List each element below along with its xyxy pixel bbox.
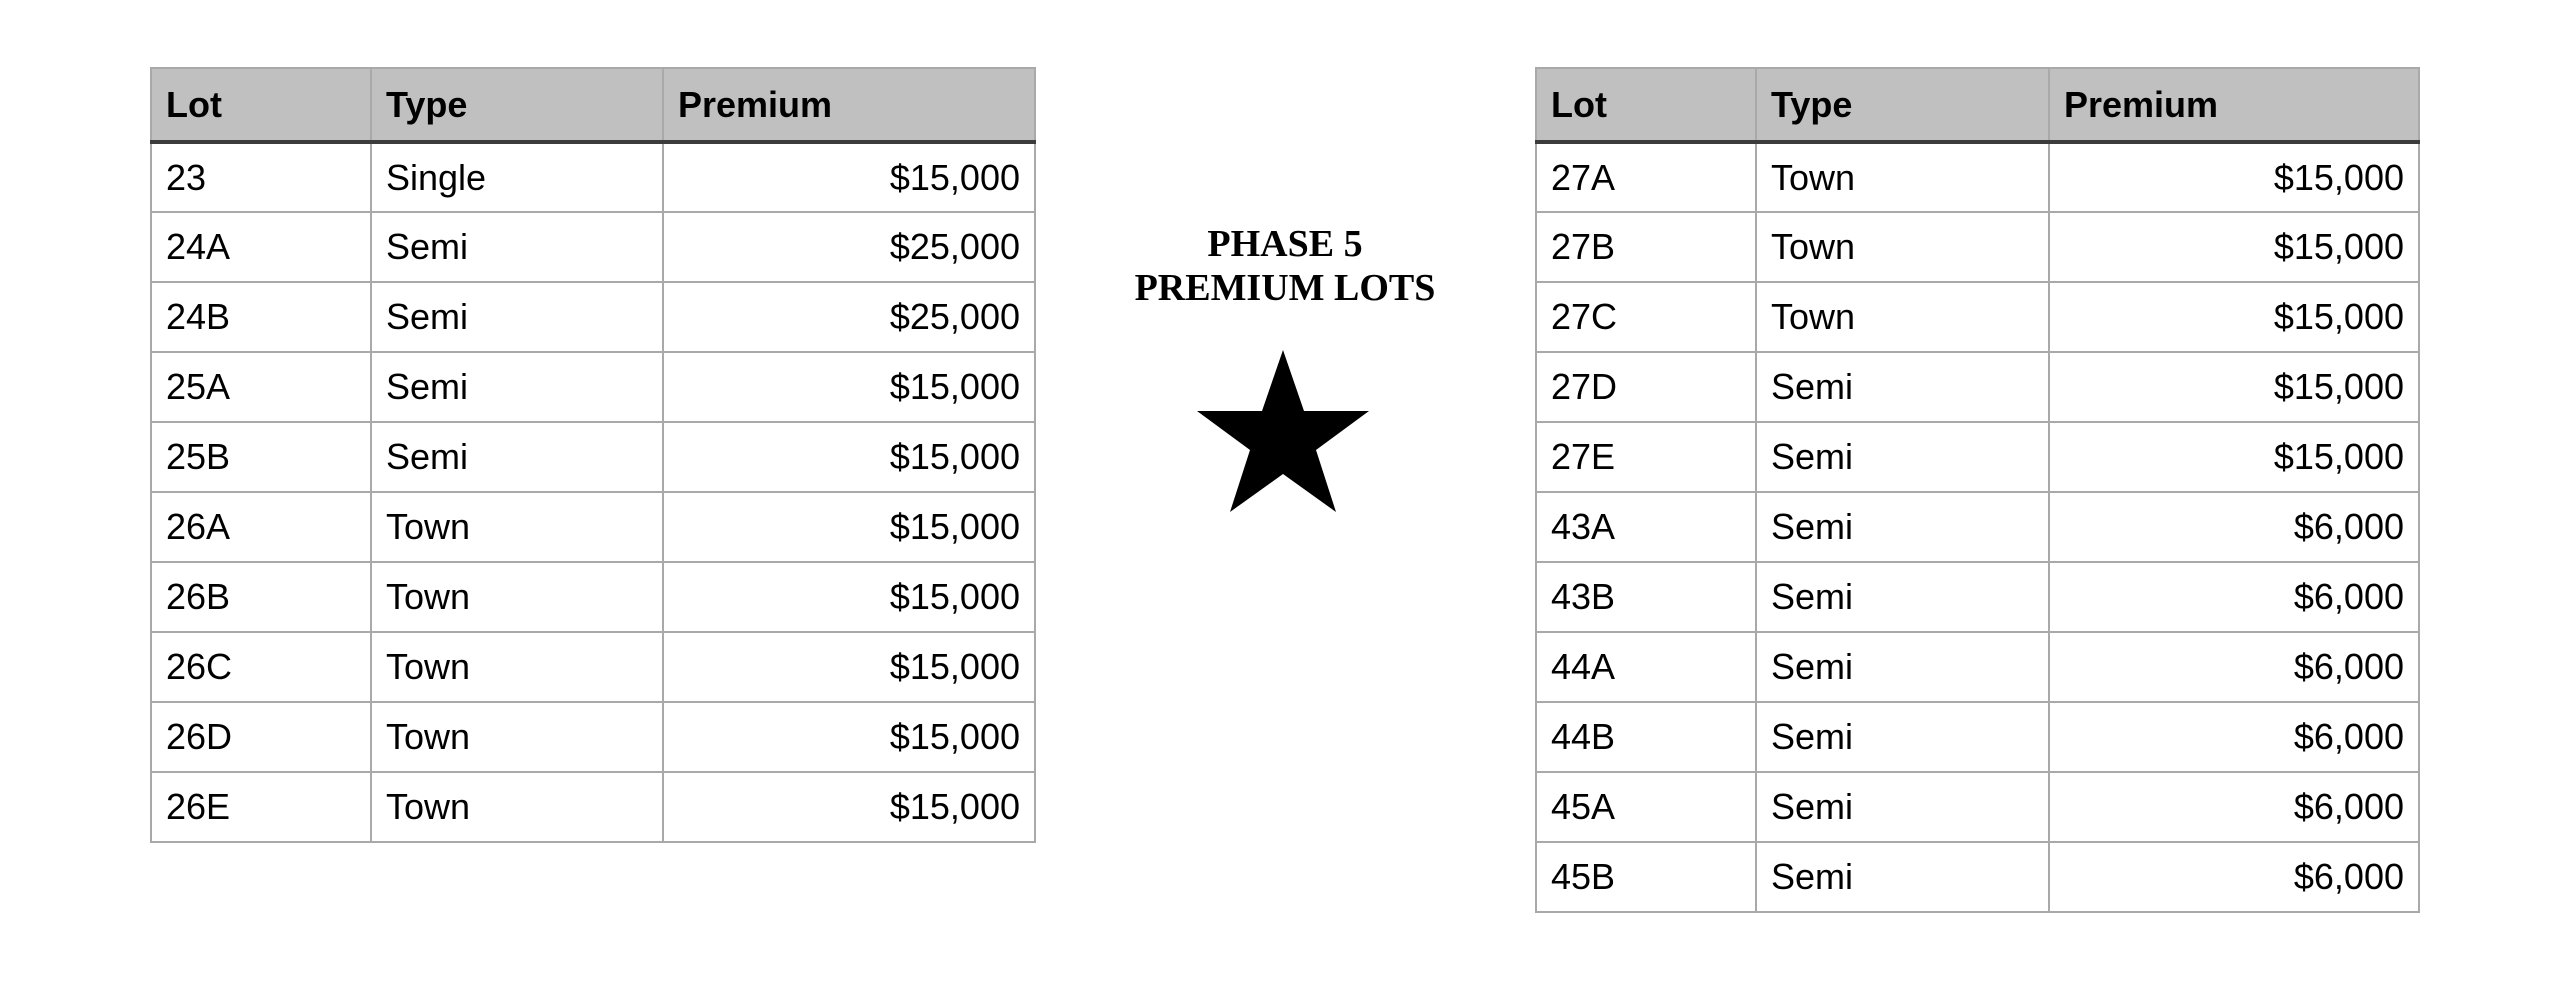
star-shape <box>1197 350 1369 512</box>
premium-cell: $15,000 <box>663 702 1035 772</box>
type-cell: Town <box>1756 282 2049 352</box>
lot-cell: 25A <box>151 352 371 422</box>
table-row <box>151 142 1035 212</box>
lot-cell: 26E <box>151 772 371 842</box>
table-row <box>151 352 1035 422</box>
type-cell: Semi <box>1756 352 2049 422</box>
table-row <box>1536 702 2419 772</box>
title-line-2: PREMIUM LOTS <box>1134 267 1436 309</box>
type-cell: Town <box>371 492 663 562</box>
type-cell: Semi <box>1756 422 2049 492</box>
type-cell: Semi <box>371 422 663 492</box>
type-cell: Town <box>371 702 663 772</box>
lot-cell: 27C <box>1536 282 1756 352</box>
premium-cell: $15,000 <box>2049 142 2419 212</box>
table-row <box>1536 142 2419 212</box>
header-type: Type <box>371 68 663 142</box>
type-cell: Semi <box>371 212 663 282</box>
lot-cell: 25B <box>151 422 371 492</box>
header-lot: Lot <box>1536 68 1756 142</box>
lot-cell: 44B <box>1536 702 1756 772</box>
table-row <box>151 282 1035 352</box>
table-row <box>1536 352 2419 422</box>
lot-cell: 43B <box>1536 562 1756 632</box>
table-row <box>151 632 1035 702</box>
table-row <box>1536 632 2419 702</box>
premium-cell: $6,000 <box>2049 632 2419 702</box>
table-row <box>1536 562 2419 632</box>
premium-cell: $15,000 <box>2049 212 2419 282</box>
type-cell: Semi <box>1756 492 2049 562</box>
header-premium: Premium <box>2049 68 2419 142</box>
header-type: Type <box>1756 68 2049 142</box>
type-cell: Town <box>1756 142 2049 212</box>
premium-cell: $15,000 <box>663 142 1035 212</box>
table-row <box>151 212 1035 282</box>
type-cell: Semi <box>1756 702 2049 772</box>
type-cell: Town <box>371 562 663 632</box>
premium-cell: $6,000 <box>2049 492 2419 562</box>
left-lots-table <box>150 67 1036 843</box>
type-cell: Semi <box>1756 772 2049 842</box>
left-table-body <box>151 142 1035 842</box>
premium-cell: $6,000 <box>2049 702 2419 772</box>
table-row <box>1536 842 2419 912</box>
lot-cell: 26D <box>151 702 371 772</box>
premium-cell: $15,000 <box>663 352 1035 422</box>
page-title <box>1085 222 1485 310</box>
premium-cell: $15,000 <box>2049 352 2419 422</box>
table-row <box>1536 492 2419 562</box>
right-table-body <box>1536 142 2419 912</box>
lot-cell: 27A <box>1536 142 1756 212</box>
header-lot: Lot <box>151 68 371 142</box>
type-cell: Town <box>371 772 663 842</box>
lot-cell: 44A <box>1536 632 1756 702</box>
lot-cell: 45B <box>1536 842 1756 912</box>
type-cell: Semi <box>371 352 663 422</box>
lot-cell: 43A <box>1536 492 1756 562</box>
lot-cell: 26B <box>151 562 371 632</box>
table-row <box>151 492 1035 562</box>
lot-cell: 45A <box>1536 772 1756 842</box>
table-row <box>151 702 1035 772</box>
lot-cell: 24B <box>151 282 371 352</box>
lot-cell: 23 <box>151 142 371 212</box>
premium-cell: $6,000 <box>2049 842 2419 912</box>
table-header-row <box>1536 68 2419 142</box>
type-cell: Semi <box>1756 842 2049 912</box>
title-line-1: PHASE 5 <box>1207 223 1363 265</box>
type-cell: Semi <box>1756 632 2049 702</box>
table-row <box>151 772 1035 842</box>
premium-cell: $15,000 <box>2049 422 2419 492</box>
premium-cell: $15,000 <box>2049 282 2419 352</box>
lot-cell: 27D <box>1536 352 1756 422</box>
premium-cell: $15,000 <box>663 772 1035 842</box>
premium-cell: $25,000 <box>663 282 1035 352</box>
type-cell: Town <box>1756 212 2049 282</box>
header-premium: Premium <box>663 68 1035 142</box>
lot-cell: 26C <box>151 632 371 702</box>
type-cell: Semi <box>1756 562 2049 632</box>
lot-cell: 26A <box>151 492 371 562</box>
premium-cell: $15,000 <box>663 562 1035 632</box>
table-row <box>1536 772 2419 842</box>
type-cell: Semi <box>371 282 663 352</box>
type-cell: Town <box>371 632 663 702</box>
premium-cell: $15,000 <box>663 632 1035 702</box>
right-lots-table <box>1535 67 2420 913</box>
table-row <box>1536 422 2419 492</box>
table-row <box>151 422 1035 492</box>
lot-cell: 27B <box>1536 212 1756 282</box>
premium-cell: $15,000 <box>663 422 1035 492</box>
table-row <box>1536 212 2419 282</box>
table-row <box>1536 282 2419 352</box>
premium-cell: $6,000 <box>2049 772 2419 842</box>
star-icon <box>1195 348 1371 514</box>
table-row <box>151 562 1035 632</box>
premium-cell: $6,000 <box>2049 562 2419 632</box>
lot-cell: 27E <box>1536 422 1756 492</box>
premium-cell: $15,000 <box>663 492 1035 562</box>
table-header-row <box>151 68 1035 142</box>
type-cell: Single <box>371 142 663 212</box>
lot-cell: 24A <box>151 212 371 282</box>
premium-cell: $25,000 <box>663 212 1035 282</box>
